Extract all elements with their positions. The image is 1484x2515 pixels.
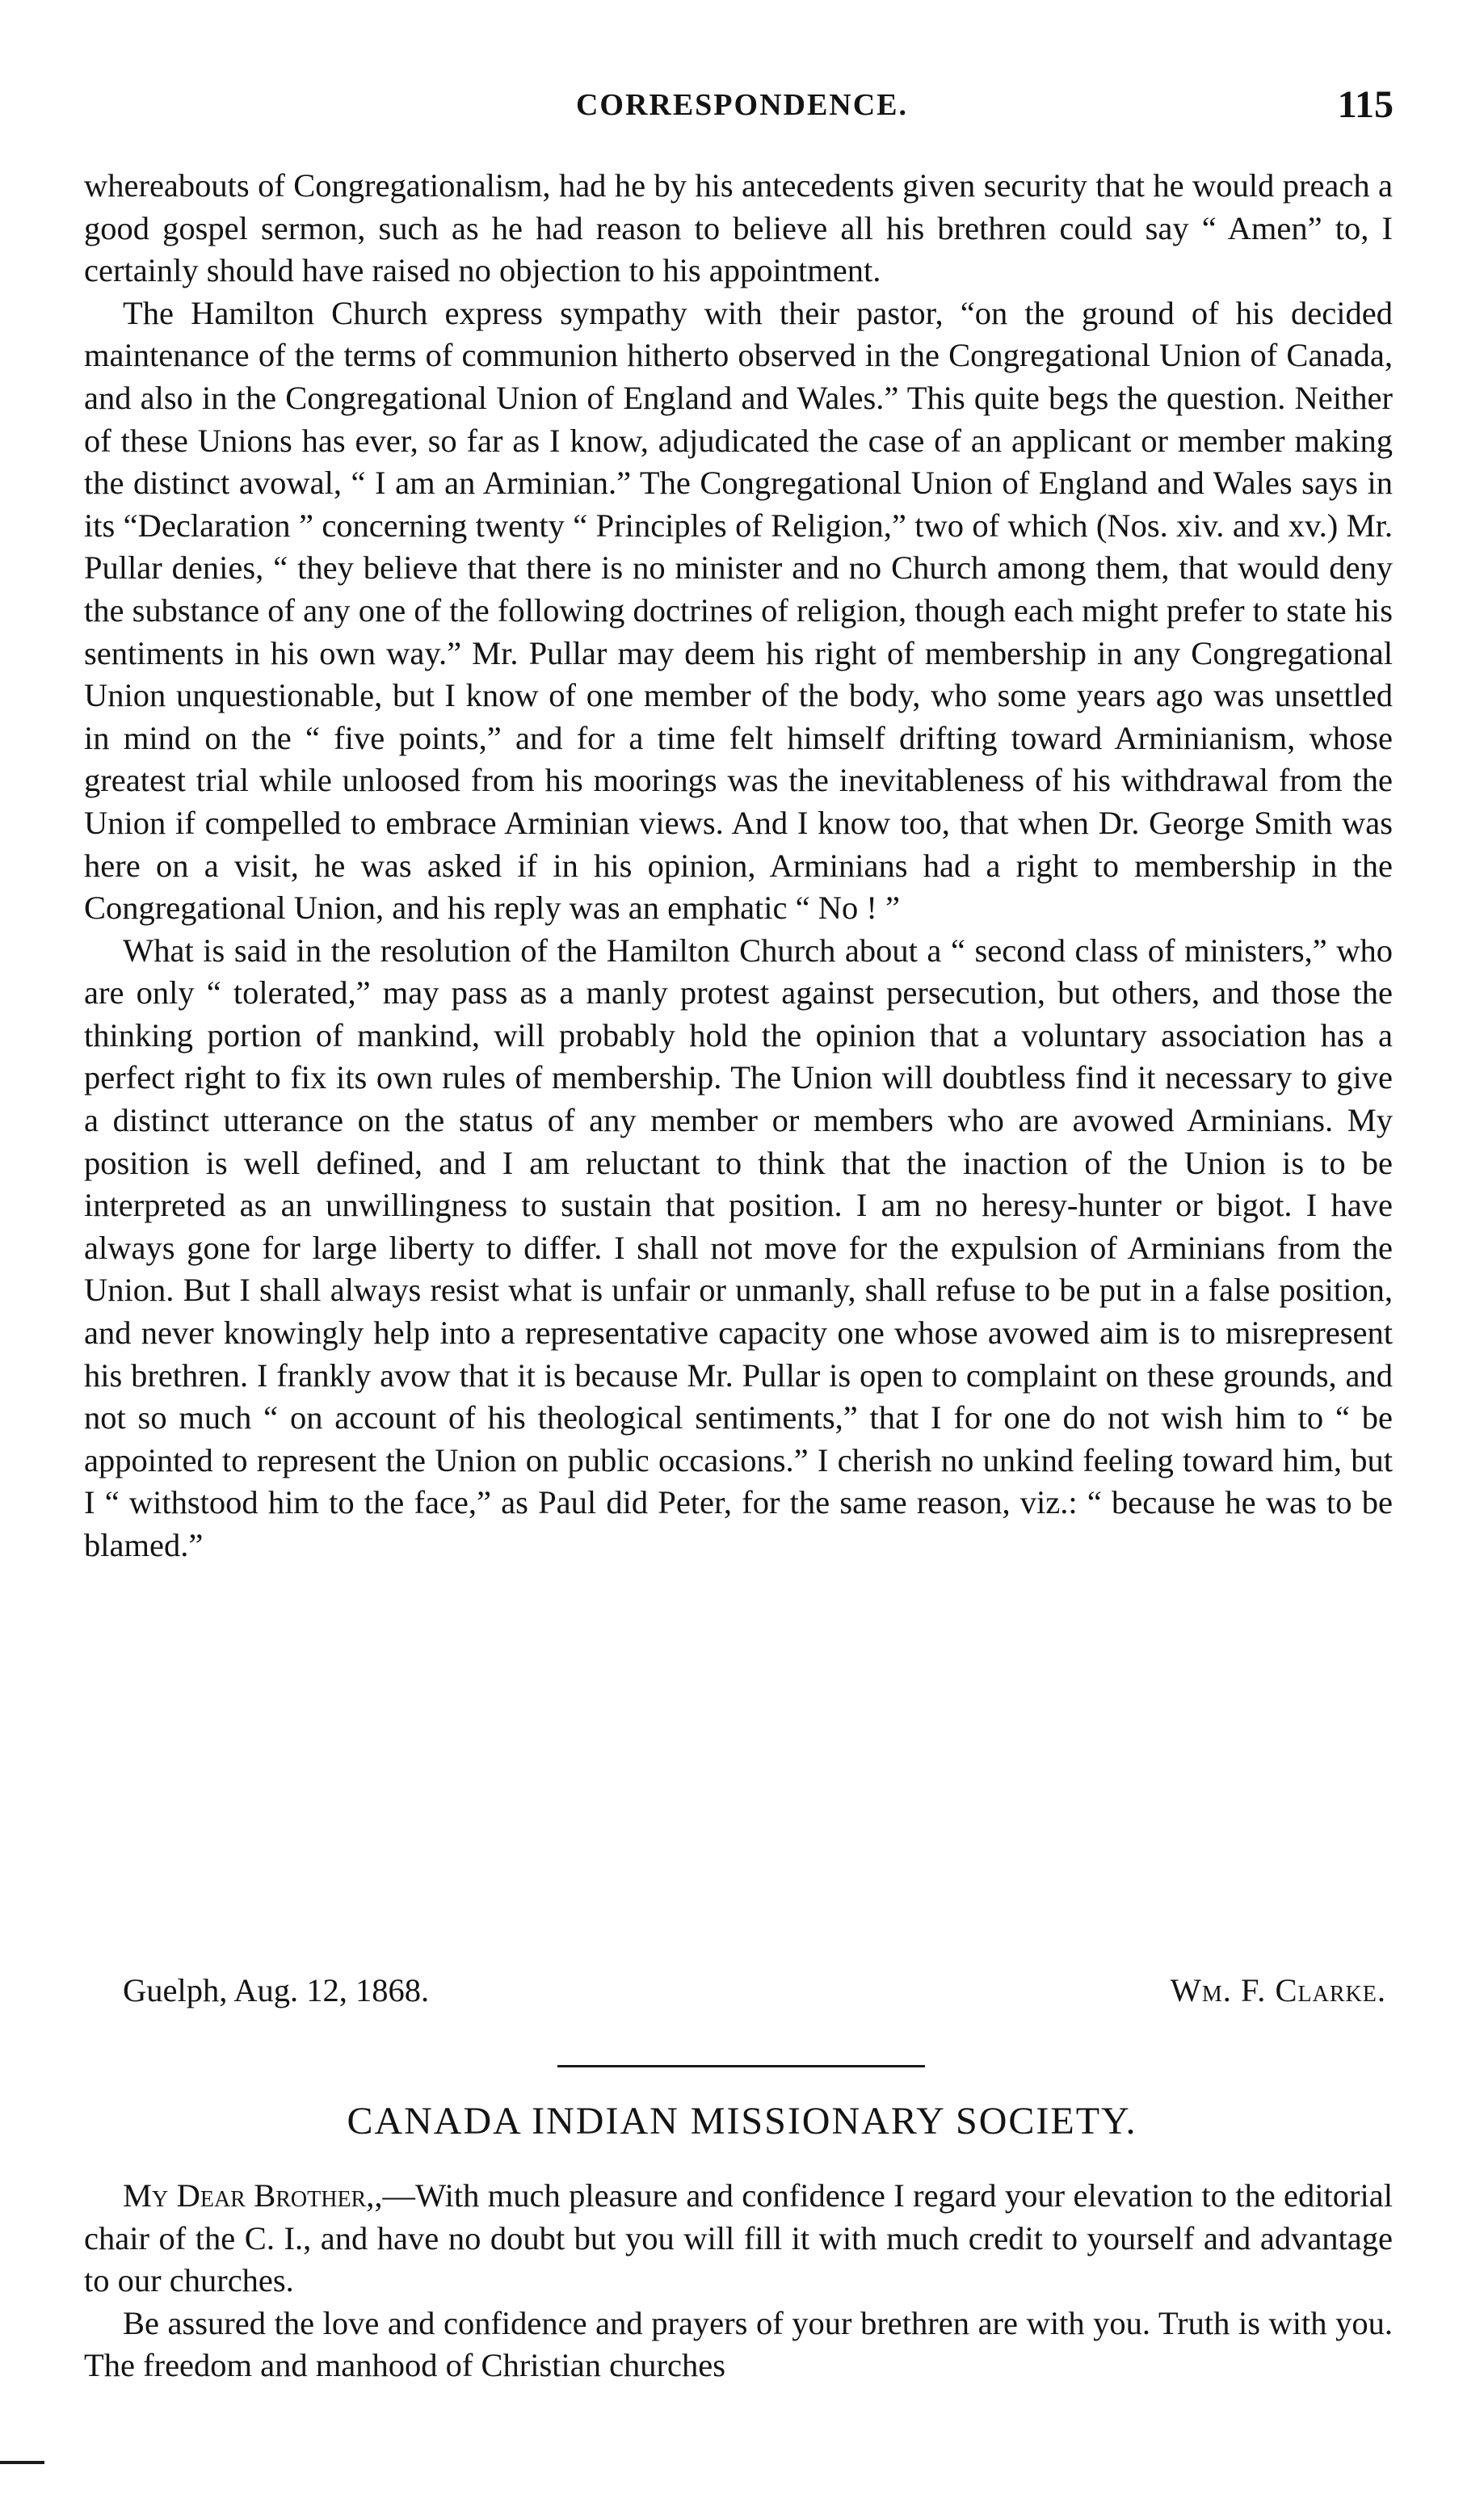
letter-clarke [84, 165, 1393, 1567]
page-number: 115 [1337, 83, 1394, 126]
running-title: CORRESPONDENCE. [575, 88, 909, 122]
place-date: Guelph, Aug. 12, 1868. [123, 1972, 430, 2008]
paragraph: The Hamilton Church express sympathy with their pastor, “on the ground of his decided maintenance of the terms of communion hitherto observed in the Congregational Union of Canada, and also in the Congregational Union of England and Wales.” This quite begs the question. Neither of these Unions has ever, so far as I know, adjudicated the case of an applicant or member making the distinct avowal, “ I am an Arminian.” The Congregational Union of England and Wales says in its “Declaration ” concerning twenty “ Principles of Religion,” two of which (Nos. xiv. and xv.) Mr. Pullar denies, “ they believe that there is no minister and no Church among them, that would deny the substance of any one of the following doctrines of religion, though each might prefer to state his sentiments in his own way.” Mr. Pullar may deem his right of membership in any Congregational Union unquestionable, but I know of one member of the body, who some years ago was unsettled in mind on the “ five points,” and for a time felt himself drifting toward Arminianism, whose greatest trial while unloosed from his moorings was the inevitableness of his withdrawal from the Union if compelled to embrace Arminian views. And I know too, that when Dr. George Smith was here on a visit, he was asked if in his opinion, Arminians had a right to membership in the Congregational Union, and his reply was an emphatic “ No ! ” [84, 294, 1393, 927]
paragraph: whereabouts of Congregationalism, had he by his antecedents given security that he would preach a good gospel sermon, such as he had reason to believe all his brethren could say “ Amen” to, I certainly should have raised no objection to his appointment. [84, 167, 1393, 289]
salutation: My Dear Brother,, [123, 2177, 383, 2214]
paragraph [84, 2175, 1393, 2303]
paragraph: Be assured the love and confidence and prayers of your brethren are with you. Truth is with you. The freedom and manhood of Christian churches [84, 2304, 1393, 2384]
signature: Wm. F. Clarke. [1170, 1972, 1386, 2008]
margin-mark [0, 2461, 44, 2464]
section-heading: CANADA INDIAN MISSIONARY SOCIETY. [347, 2100, 1137, 2143]
letter-missionary-society [84, 2175, 1393, 2387]
running-head [0, 83, 1484, 128]
paragraph: What is said in the resolution of the Hamilton Church about a “ second class of ministers,” who are only “ tolerated,” may pass as a manly protest against persecution, but others, and those the thinking portion of mankind, will probably hold the opinion that a voluntary association has a perfect right to fix its own rules of membership. The Union will doubtless find it necessary to give a distinct utterance on the status of any member or members who are avowed Arminians. My position is well defined, and I am reluctant to think that the inaction of the Union is to be interpreted as an unwillingness to sustain that position. I am no heresy-hunter or bigot. I have always gone for large liberty to differ. I shall not move for the expulsion of Arminians from the Union. But I shall always resist what is unfair or unmanly, shall refuse to be put in a false position, and never knowingly help into a representative capacity one whose avowed aim is to misrepresent his brethren. I frankly avow that it is because Mr. Pullar is open to complaint on these grounds, and not so much “ on account of his theological sentiments,” that I for one do not wish him to “ be appointed to represent the Union on public occasions.” I cherish no unkind feeling toward him, but I “ withstood him to the face,” as Paul did Peter, for the same reason, viz.: “ because he was to be blamed.” [84, 932, 1393, 1563]
section-divider [557, 2065, 925, 2067]
letter-signoff [123, 1970, 1393, 2015]
opening-text: —With much pleasure and confidence I regard your elevation to the editorial chair of the C. I., and have no doubt but you will fill it with much credit to yourself and advantage to our churches. [84, 2177, 1393, 2299]
